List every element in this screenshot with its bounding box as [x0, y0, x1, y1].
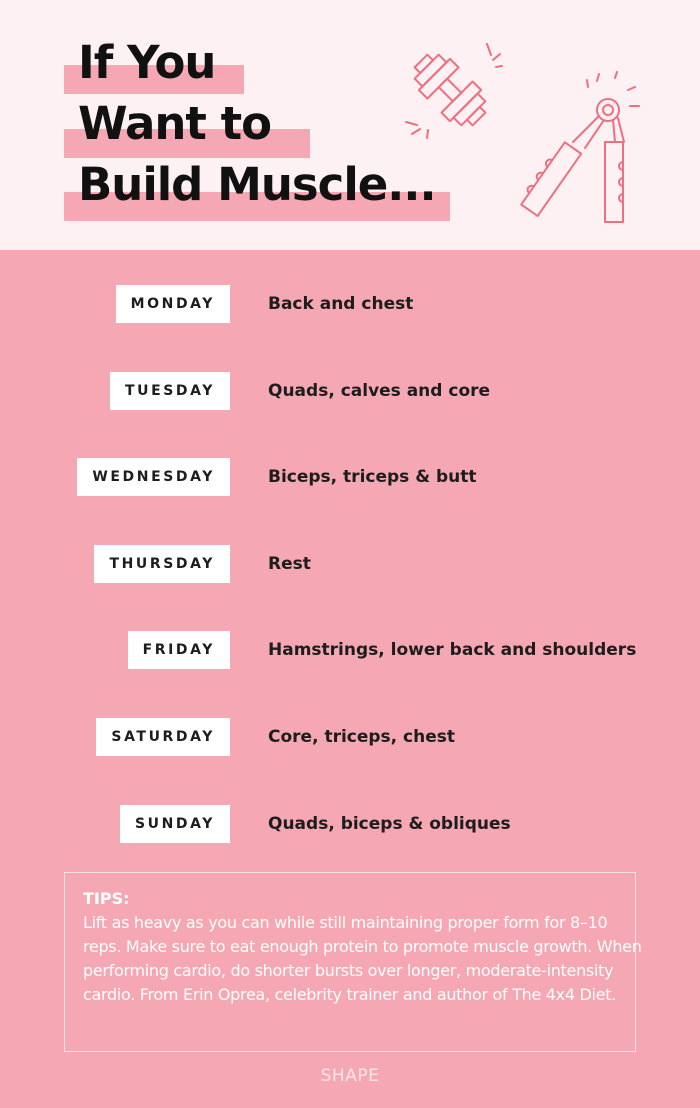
day-badge: SATURDAY	[96, 718, 230, 756]
day-badge: WEDNESDAY	[77, 458, 230, 496]
brand-logo: SHAPE	[320, 1066, 380, 1086]
workout-description: Biceps, triceps & butt	[268, 467, 477, 487]
page-title-line-2: Want to	[78, 97, 272, 150]
page-title-line-1: If You	[78, 36, 216, 89]
schedule-row-thursday	[0, 545, 700, 583]
workout-description: Quads, calves and core	[268, 381, 491, 401]
workout-description: Hamstrings, lower back and shoulders	[268, 640, 637, 660]
tips-heading: TIPS:	[83, 889, 130, 908]
schedule-row-sunday	[0, 805, 700, 843]
schedule-row-friday	[0, 631, 700, 669]
workout-description: Rest	[268, 554, 311, 574]
schedule-row-saturday	[0, 718, 700, 756]
header-section	[0, 0, 700, 250]
schedule-row-monday	[0, 285, 700, 323]
schedule-row-wednesday	[0, 458, 700, 496]
dumbbell-icon	[405, 44, 502, 138]
day-badge: MONDAY	[116, 285, 230, 323]
page-title-line-3: Build Muscle...	[78, 158, 436, 211]
day-badge: TUESDAY	[110, 372, 230, 410]
tips-text: Lift as heavy as you can while still maintaining proper form for 8–10 reps. Make sure to eat enough protein to promote muscle growth. When performing cardio, do shorter bursts over longer, moderate-intensity cardio. From Erin Oprea, celebrity trainer and author of The 4x4 Diet.	[83, 913, 642, 1004]
workout-description: Core, triceps, chest	[268, 727, 456, 747]
day-badge: THURSDAY	[94, 545, 230, 583]
day-badge: FRIDAY	[128, 631, 230, 669]
schedule-row-tuesday	[0, 372, 700, 410]
tips-box	[64, 872, 642, 1052]
workout-description: Quads, biceps & obliques	[268, 814, 511, 834]
workout-description: Back and chest	[268, 294, 414, 314]
hand-gripper-icon	[518, 72, 639, 222]
day-badge: SUNDAY	[120, 805, 230, 843]
